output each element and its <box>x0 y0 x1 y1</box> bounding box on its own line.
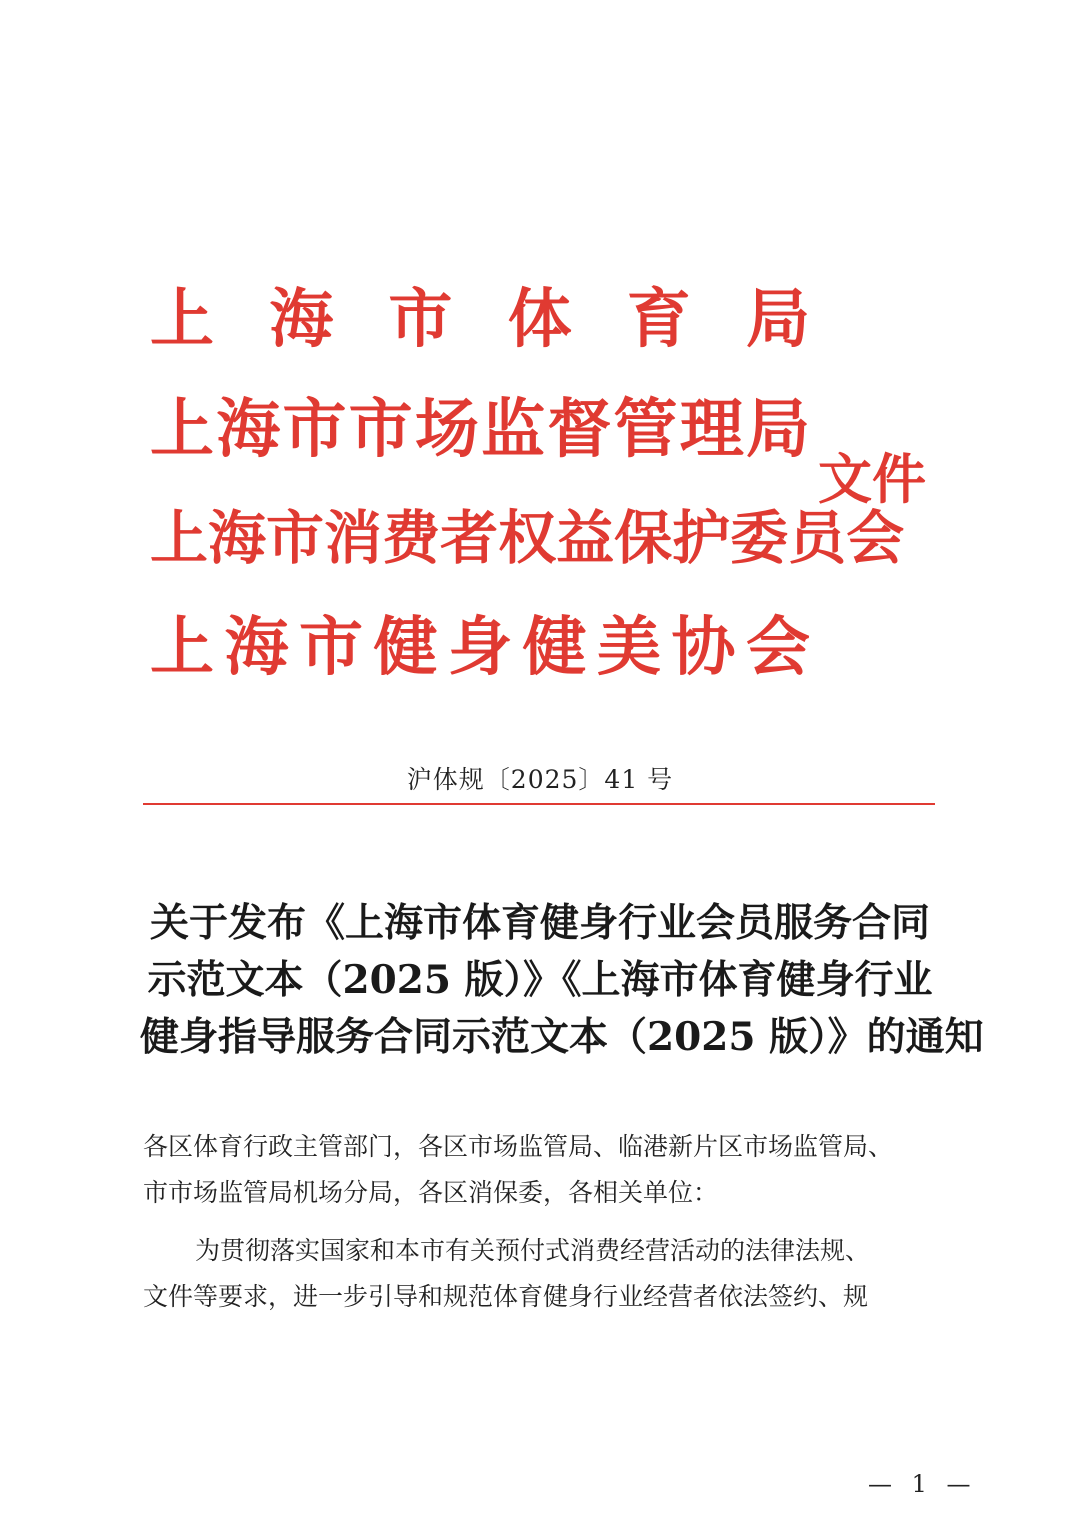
issuer-sports-bureau <box>150 284 810 356</box>
issuer-char: 费 <box>382 504 441 572</box>
issuer-char: 权 <box>498 504 557 572</box>
paragraph-line: 文件等要求，进一步引导和规范体育健身行业经营者依法签约、规 <box>143 1282 869 1311</box>
issuer-char: 健 <box>522 611 587 685</box>
issuer-char: 上 <box>150 504 209 572</box>
issuer-fitness-association <box>150 612 810 684</box>
issuer-char: 理 <box>679 393 744 467</box>
issuer-char: 员 <box>788 504 847 572</box>
issuer-char: 身 <box>448 611 512 685</box>
issuer-char: 育 <box>626 283 691 357</box>
issuer-char: 场 <box>414 393 479 467</box>
issuer-char: 上 <box>150 611 214 685</box>
issuer-char: 保 <box>614 504 673 572</box>
issuer-char: 局 <box>745 393 810 467</box>
issuer-char: 海 <box>216 393 281 467</box>
issuer-char: 委 <box>730 504 789 572</box>
addressee-line: 市市场监管局机场分局，各区消保委，各相关单位： <box>143 1178 719 1207</box>
issuer-char: 者 <box>440 504 499 572</box>
issuer-consumer-council <box>150 502 905 574</box>
issuer-market-regulation <box>150 394 810 466</box>
issuer-char: 健 <box>373 611 438 685</box>
letterhead-suffix: 文件 <box>818 448 926 511</box>
issuer-char: 会 <box>746 611 810 685</box>
title-line: 健身指导服务合同示范文本（2025 版）》的通知 <box>140 1014 984 1060</box>
issuer-char: 监 <box>481 393 546 467</box>
title-line: 示范文本（2025 版）》《上海市体育健身行业 <box>147 957 933 1003</box>
document-title <box>140 895 984 1066</box>
letterhead-red-rule <box>143 803 935 805</box>
title-line: 关于发布《上海市体育健身行业会员服务合同 <box>149 900 930 946</box>
issuer-char: 美 <box>597 611 661 685</box>
issuer-char: 体 <box>507 283 572 357</box>
addressee-line: 各区体育行政主管部门，各区市场监管局、临港新片区市场监管局、 <box>143 1132 894 1161</box>
issuer-char: 市 <box>282 393 347 467</box>
document-number: 沪体规〔2025〕41 号 <box>406 765 674 794</box>
issuer-char: 市 <box>348 393 413 467</box>
issuer-char: 护 <box>672 504 731 572</box>
issuer-char: 海 <box>269 283 334 357</box>
issuer-char: 督 <box>547 393 612 467</box>
issuer-char: 消 <box>324 504 383 572</box>
issuer-char: 海 <box>208 504 267 572</box>
issuer-char: 海 <box>224 611 289 685</box>
issuer-char: 会 <box>846 504 905 572</box>
issuer-char: 上 <box>150 393 214 467</box>
issuer-char: 益 <box>556 504 615 572</box>
issuer-char: 协 <box>671 611 736 685</box>
issuer-char: 局 <box>745 283 810 357</box>
page-number: — 1 — <box>868 1470 977 1498</box>
paragraph-line: 为贯彻落实国家和本市有关预付式消费经营活动的法律法规、 <box>195 1236 871 1265</box>
issuer-char: 管 <box>613 393 678 467</box>
issuer-char: 上 <box>150 283 214 357</box>
issuer-char: 市 <box>299 611 363 685</box>
issuer-char: 市 <box>266 504 325 572</box>
issuer-char: 市 <box>388 283 453 357</box>
